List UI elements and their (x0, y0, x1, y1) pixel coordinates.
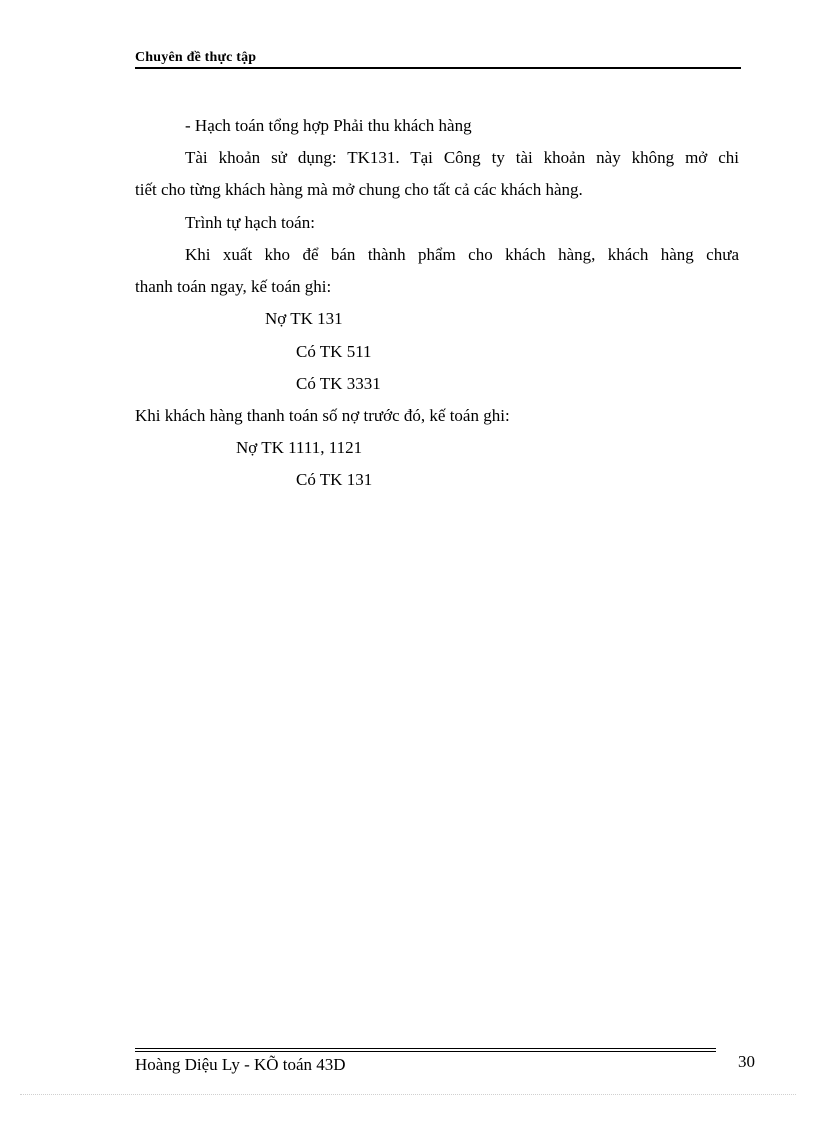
case1-paragraph-line-2: thanh toán ngay, kế toán ghi: (135, 277, 332, 296)
case1-paragraph-line-1: Khi xuất kho để bán thành phẩm cho khách hàng, khách hàng chưa (185, 245, 739, 264)
header-rule (135, 67, 741, 69)
footer-author: Hoàng Diệu Ly - KÕ toán 43D (135, 1055, 346, 1074)
footer-rule-top (135, 1048, 716, 1049)
case2-debit-entry: Nợ TK 1111, 1121 (236, 438, 363, 457)
page-edge-divider (20, 1094, 796, 1095)
footer-rule-bottom (135, 1051, 716, 1052)
page-number: 30 (738, 1052, 755, 1071)
procedure-label: Trình tự hạch toán: (185, 213, 315, 232)
case2-paragraph: Khi khách hàng thanh toán số nợ trước đó, kế toán ghi: (135, 406, 510, 425)
section-heading: - Hạch toán tổng hợp Phải thu khách hàng (185, 116, 472, 135)
account-paragraph-line-1: Tài khoản sử dụng: TK131. Tại Công ty tài khoản này không mở chi (185, 148, 739, 167)
case1-credit-entry-1: Có TK 511 (296, 342, 372, 361)
case2-credit-entry: Có TK 131 (296, 470, 373, 489)
case1-credit-entry-2: Có TK 3331 (296, 374, 381, 393)
account-paragraph-line-2: tiết cho từng khách hàng mà mở chung cho tất cả các khách hàng. (135, 180, 583, 199)
case1-debit-entry: Nợ TK 131 (265, 309, 343, 328)
header-title: Chuyên đề thực tập (135, 50, 257, 65)
